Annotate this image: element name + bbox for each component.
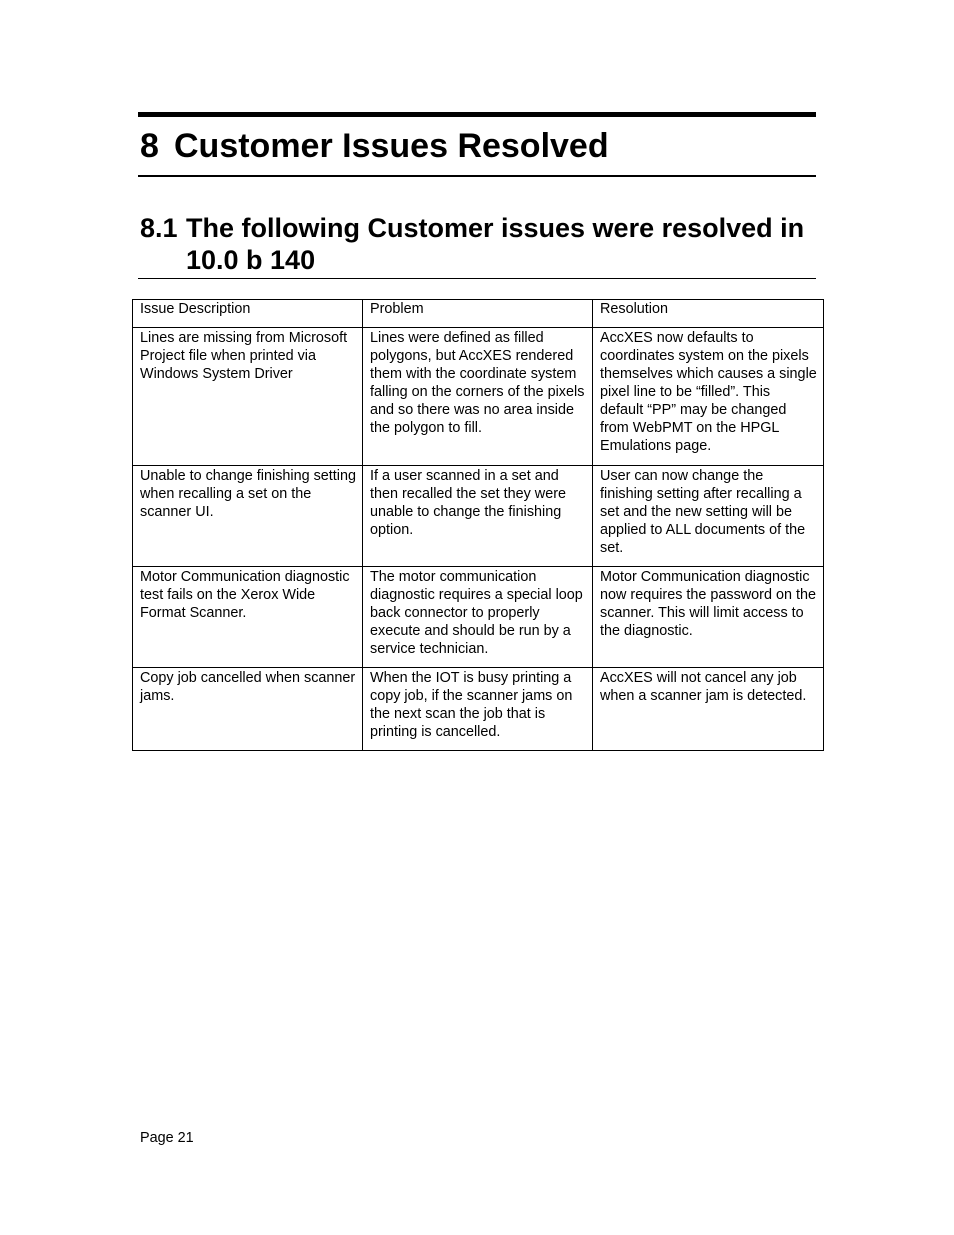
problem-cell: When the IOT is busy printing a copy job, if the scanner jams on the next scan the job that is printing is cancelled. <box>363 668 593 751</box>
section-heading <box>140 124 609 168</box>
header-resolution: Resolution <box>593 300 824 328</box>
issues-table <box>132 299 824 751</box>
resolution-cell: AccXES will not cancel any job when a scanner jam is detected. <box>593 668 824 751</box>
issue-cell: Lines are missing from Microsoft Project file when printed via Windows System Driver <box>133 328 363 466</box>
table-row <box>133 466 824 567</box>
page-number: Page 21 <box>140 1130 194 1146</box>
resolution-cell: Motor Communication diagnostic now requires the password on the scanner. This will limit access to the diagnostic. <box>593 567 824 668</box>
header-issue-description: Issue Description <box>133 300 363 328</box>
subsection-number: 8.1 <box>140 213 178 243</box>
resolution-cell: AccXES now defaults to coordinates system on the pixels themselves which causes a single pixel line to be “filled”. This default “PP” may be changed from WebPMT on the HPGL Emulations page. <box>593 328 824 466</box>
table-header-row <box>133 300 824 328</box>
resolution-cell: User can now change the finishing setting after recalling a set and the new setting will be applied to ALL documents of the set. <box>593 466 824 567</box>
subsection-title: The following Customer issues were resolved in 10.0 b 140 <box>186 213 805 275</box>
issue-cell: Copy job cancelled when scanner jams. <box>133 668 363 751</box>
table-row <box>133 328 824 466</box>
header-problem: Problem <box>363 300 593 328</box>
section-number: 8 <box>140 127 159 165</box>
problem-cell: Lines were defined as filled polygons, but AccXES rendered them with the coordinate system falling on the corners of the pixels and so there was no area inside the polygon to fill. <box>363 328 593 466</box>
table-row <box>133 668 824 751</box>
subsection-heading <box>140 212 826 276</box>
problem-cell: The motor communication diagnostic requires a special loop back connector to properly execute and should be run by a service technician. <box>363 567 593 668</box>
table-row <box>133 567 824 668</box>
subsection-heading-rule <box>138 278 816 279</box>
section-title: Customer Issues Resolved <box>174 127 609 165</box>
issue-cell: Motor Communication diagnostic test fails on the Xerox Wide Format Scanner. <box>133 567 363 668</box>
top-rule <box>138 112 816 117</box>
section-heading-rule <box>138 175 816 177</box>
problem-cell: If a user scanned in a set and then recalled the set they were unable to change the finishing option. <box>363 466 593 567</box>
issue-cell: Unable to change finishing setting when recalling a set on the scanner UI. <box>133 466 363 567</box>
